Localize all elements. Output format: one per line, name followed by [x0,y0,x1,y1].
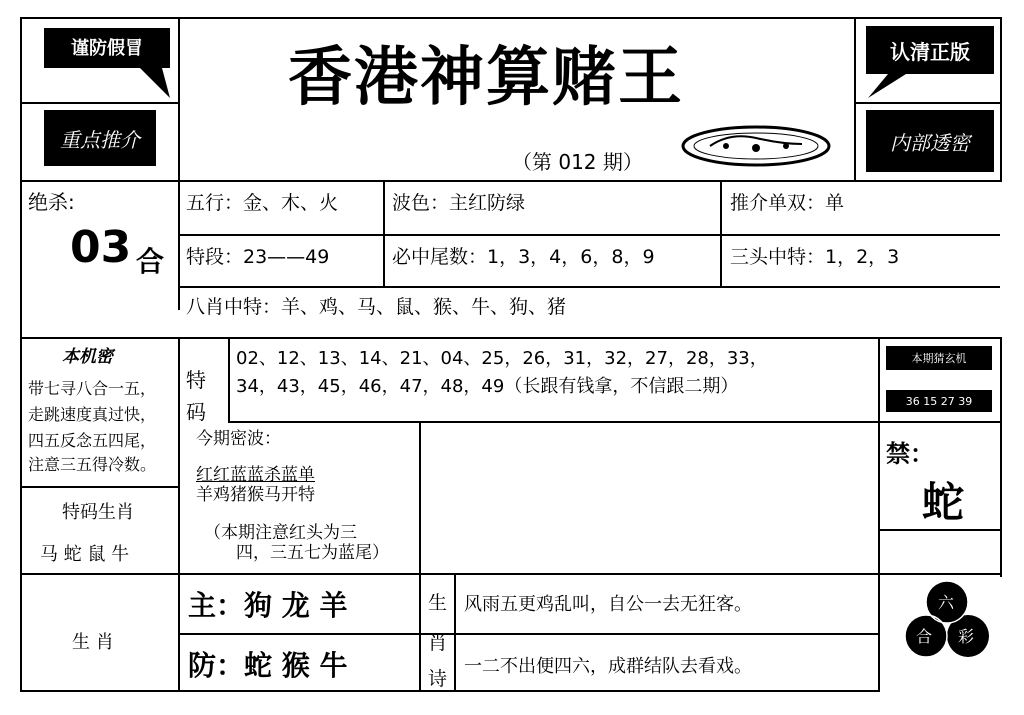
divider [454,633,878,635]
divider [419,421,421,692]
badge-insider [866,110,994,172]
divider [178,234,1000,236]
divider [178,286,1000,288]
badge-recommend [44,110,156,166]
divider [878,337,880,577]
temasx-value: 马 蛇 鼠 牛 [40,544,130,565]
wuxing: 五行：金、木、火 [186,192,339,214]
santou: 三头中特：1，2，3 [730,246,900,268]
benji-line: 带七寻八合一五， [28,379,157,398]
badge-label: 谨防假冒 [71,38,143,59]
benji-line: 走跳速度真过快， [28,405,157,424]
kill-unit: 合 [136,245,165,278]
seal-stamp [680,124,832,168]
logo-char: 合 [916,627,933,646]
benji-line: 四五反念五四尾， [28,431,157,450]
mibo-line-1: 红红蓝蓝杀蓝单 [196,465,315,485]
logo-char: 彩 [958,627,975,646]
weishu: 必中尾数：1，3，4，6，8，9 [392,246,655,268]
divider [178,180,180,310]
border-right [1000,17,1002,182]
bose: 波色：主红防绿 [392,192,526,214]
mibo-note-2: 四，三五七为蓝尾） [236,543,389,563]
benji-title: 本机密 [62,347,113,367]
divider [20,573,878,575]
border-left [20,17,22,692]
divider [878,573,880,690]
baxiao: 八肖中特：羊、鸡、马、鼠、猴、牛、狗、猪 [186,296,567,318]
tema-label-bottom: 码 [186,400,206,424]
divider [454,573,456,692]
badge-label: 重点推介 [60,127,140,152]
mibo-line-2: 羊鸡猪猴马开特 [196,485,315,505]
benji-line: 注意三五得冷数。 [28,455,157,474]
divider [1000,337,1002,577]
divider [383,180,385,286]
shengxiao-main: 主：狗 龙 羊 [188,589,348,622]
badge-genuine-warning [44,28,170,102]
badge-label: 认清正版 [890,40,970,64]
border-bottom [20,690,880,692]
divider [178,17,180,182]
poem-label: 生 [428,592,448,614]
liuhecai-logo [904,580,990,660]
kill-label: 绝杀: [28,190,75,214]
poem-line-2: 一二不出便四六，成群结队去看戏。 [464,656,752,677]
badge-label: 内部透密 [890,130,970,155]
divider [178,337,180,692]
divider [854,17,856,182]
divider [228,421,1000,423]
kill-number: 03 [70,222,132,273]
divider [228,337,230,423]
xuanji-title-text: 本期猜玄机 [911,352,967,365]
xuanji-numbers-text: 36 15 27 39 [905,394,973,408]
temasx-label: 特码生肖 [62,502,134,523]
tema-label-top: 特 [186,368,206,392]
issue-number: （第 012 期） [512,150,643,174]
poem-label: 诗 [428,668,448,690]
teduan: 特段：23——49 [186,246,330,268]
danshuang: 推介单双：单 [730,192,845,214]
divider [20,337,1002,339]
shengxiao-fang: 防：蛇 猴 牛 [188,649,348,682]
tema-line-1: 02、12、13、14、21、04、25，26，31，32，27，28，33， [236,348,768,369]
divider [878,573,1000,575]
jin-value: 蛇 [922,478,965,527]
mibo-title: 今期密波： [196,429,281,449]
page-title: 香港神算赌王 [288,41,684,115]
badge-authentic [866,26,994,98]
divider [854,102,1002,104]
logo-char: 六 [938,593,955,612]
poem-line-1: 风雨五更鸡乱叫，自公一去无狂客。 [464,594,752,615]
jin-label: 禁： [886,440,934,468]
divider [20,102,180,104]
xuanji-numbers [886,390,992,412]
divider [178,633,454,635]
shengxiao-label: 生 肖 [72,632,114,653]
divider [20,486,180,488]
tema-line-2: 34，43，45，46，47，48，49（长跟有钱拿，不信跟二期） [236,376,739,397]
mibo-note-1: （本期注意红头为三 [204,523,357,543]
divider [720,180,722,286]
xuanji-title [886,346,992,370]
poem-label: 肖 [428,632,448,654]
